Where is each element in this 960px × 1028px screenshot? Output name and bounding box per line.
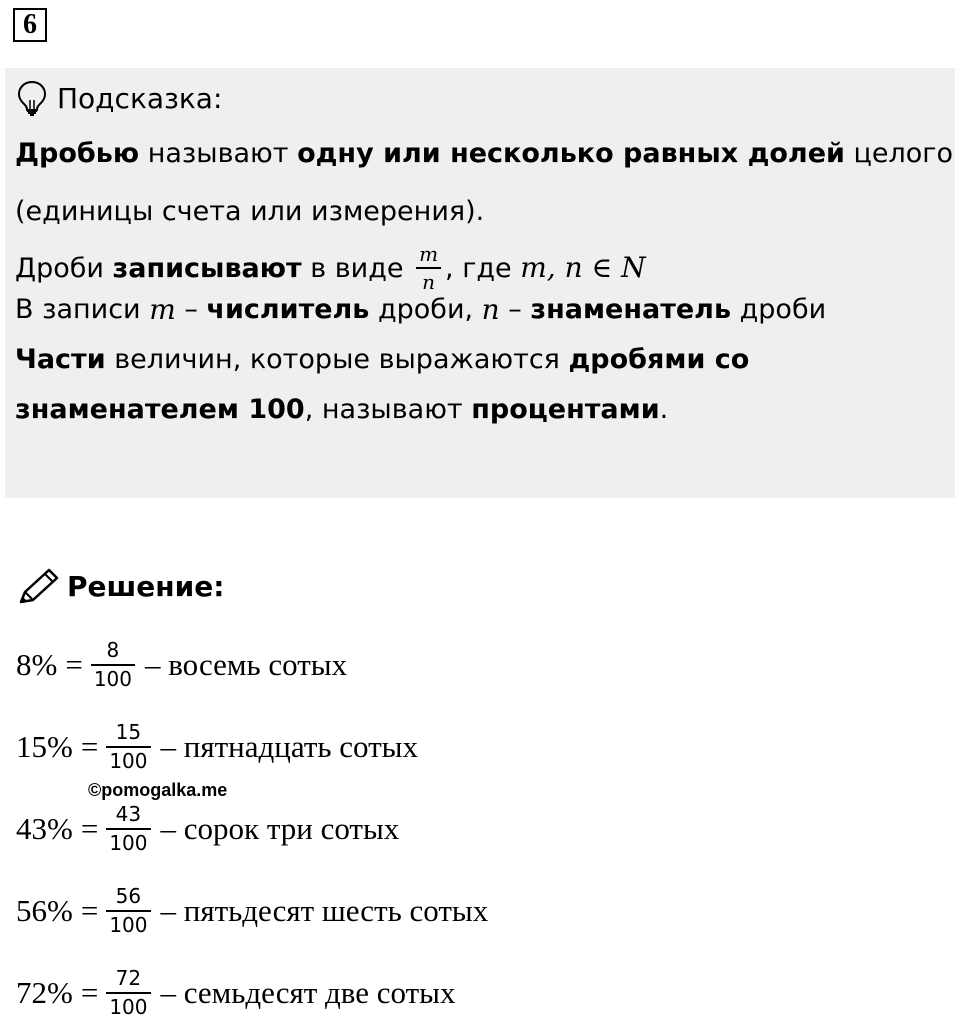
hint-box (5, 68, 955, 498)
hint-text (15, 138, 953, 446)
hint-text-part: в виде (301, 252, 413, 284)
equation-row (16, 712, 418, 782)
hint-segment: дробями со (568, 344, 750, 375)
hint-segment: Дробью (15, 138, 140, 169)
solution-header (17, 566, 224, 606)
equals-sign: = (80, 975, 99, 1010)
equation-fraction (106, 721, 150, 773)
hint-title: Подсказка: (57, 81, 223, 115)
hint-line-3 (15, 238, 945, 298)
hint-text-part: Дроби (15, 252, 113, 284)
equation-percent: 72% (16, 975, 73, 1010)
pencil-icon (17, 566, 61, 606)
hint-line-6 (15, 396, 945, 446)
fraction-bar (106, 992, 150, 994)
equation-percent: 15% (16, 729, 73, 764)
fraction-bar (416, 267, 441, 269)
equation-row (16, 876, 488, 946)
hint-segment: величин, которые выражаются (105, 344, 569, 375)
hint-bold-term: записывают (112, 252, 302, 284)
watermark: ©pomogalka.me (88, 780, 228, 800)
math-variable: n (481, 293, 500, 326)
hint-line-1 (15, 138, 953, 198)
hint-segment: знаменателем 100 (15, 394, 305, 425)
equation-fraction (106, 967, 150, 1019)
hint-line-4 (15, 293, 945, 346)
solution-title: Решение: (67, 569, 225, 603)
equation-words: – сорок три сотых (160, 811, 400, 846)
hint-bold-term: числитель (206, 294, 370, 325)
fraction-bar (106, 828, 150, 830)
equation-percent: 43% (16, 811, 73, 846)
hint-text-part: , где (445, 252, 521, 284)
hint-text-part: дроби (731, 294, 827, 325)
hint-bold-term: знаменатель (530, 294, 732, 325)
hint-segment: Части (15, 344, 106, 375)
math-expression: m, n ∈ N (520, 251, 646, 284)
lightbulb-icon (17, 80, 47, 116)
fraction-denominator: 100 (109, 995, 148, 1019)
hint-segment: называют (139, 138, 298, 169)
fraction-numerator: 56 (115, 884, 142, 908)
fraction-numerator: 15 (115, 720, 142, 744)
fraction-bar (106, 910, 150, 912)
hint-header (17, 80, 222, 116)
hint-text-part: дроби, (369, 294, 482, 325)
fraction-denominator: 100 (109, 913, 148, 937)
equation-words: – пятнадцать сотых (160, 729, 418, 764)
equation-row (16, 958, 455, 1028)
equation-fraction (91, 639, 135, 691)
equals-sign: = (65, 647, 83, 682)
fraction-numerator: 8 (106, 638, 120, 662)
equation-words: – пятьдесят шесть сотых (160, 893, 489, 928)
equation-row (16, 794, 399, 864)
equals-sign: = (80, 811, 99, 846)
fraction-numerator: 72 (115, 966, 142, 990)
fraction-numerator: 43 (115, 802, 142, 826)
equation-words: – семьдесят две сотых (160, 975, 456, 1010)
fraction-bar (106, 746, 150, 748)
equation-fraction (106, 803, 150, 855)
fraction-denominator: 100 (93, 667, 132, 691)
hint-segment: , называют (304, 394, 472, 425)
equation-percent: 56% (16, 893, 73, 928)
hint-segment: . (659, 394, 669, 425)
task-number: 6 (13, 8, 47, 42)
hint-segment: (единицы счета или измерения). (15, 196, 485, 227)
equation-words: – восемь сотых (145, 647, 348, 682)
fraction-numerator: m (419, 242, 439, 266)
hint-line-5 (15, 346, 945, 396)
fraction-denominator: 100 (109, 831, 148, 855)
fraction-m-over-n (416, 243, 441, 293)
fraction-bar (91, 664, 135, 666)
equation-fraction (106, 885, 150, 937)
hint-segment: целого (844, 138, 953, 169)
hint-text-part: – (175, 294, 207, 325)
hint-text-part: – (499, 294, 531, 325)
fraction-denominator: n (422, 270, 435, 294)
hint-text-part: В записи (15, 294, 150, 325)
equation-percent: 8% (16, 647, 58, 682)
hint-segment: одну или несколько равных долей (297, 138, 845, 169)
math-variable: m (149, 293, 176, 326)
hint-segment: процентами (471, 394, 660, 425)
equals-sign: = (80, 893, 99, 928)
equals-sign: = (80, 729, 99, 764)
equation-row (16, 630, 347, 700)
fraction-denominator: 100 (109, 749, 148, 773)
